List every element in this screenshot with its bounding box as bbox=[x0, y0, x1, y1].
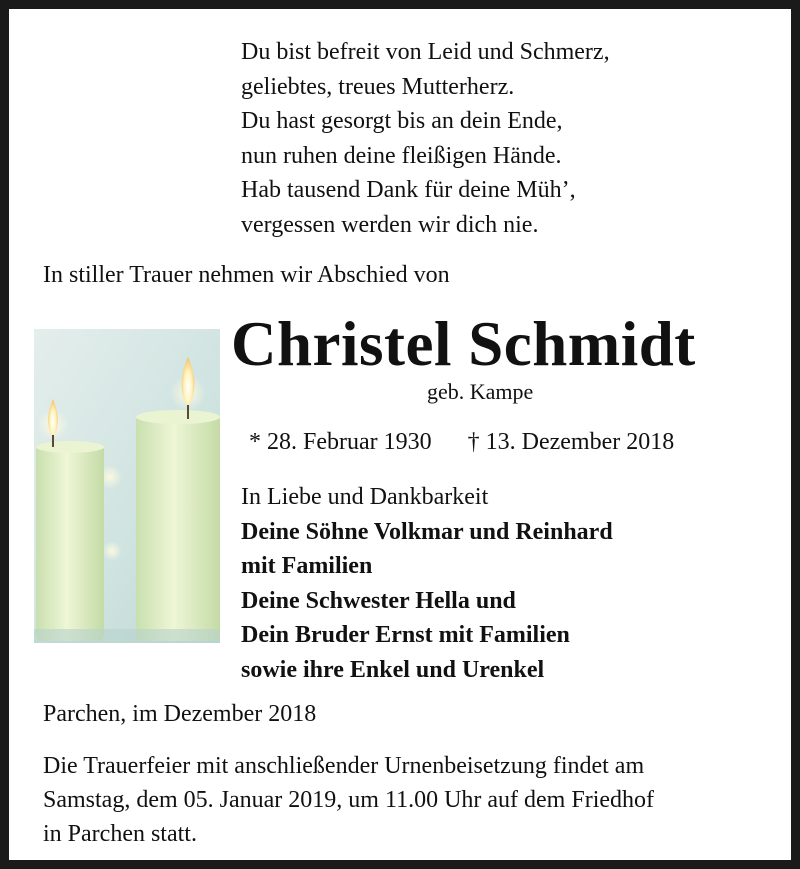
poem-line: nun ruhen deine fleißigen Hände. bbox=[241, 142, 562, 169]
funeral-line: Die Trauerfeier mit anschließender Urnenbeisetzung findet am bbox=[43, 753, 645, 779]
poem-line: geliebtes, treues Mutterherz. bbox=[241, 73, 515, 100]
place-date: Parchen, im Dezember 2018 bbox=[43, 701, 317, 727]
mourners bbox=[241, 480, 613, 687]
intro-text: In stiller Trauer nehmen wir Abschied von bbox=[43, 262, 450, 288]
mourner-line: Deine Söhne Volkmar und Reinhard bbox=[241, 518, 613, 545]
mourners-opening: In Liebe und Dankbarkeit bbox=[241, 484, 489, 510]
maiden-name: geb. Kampe bbox=[427, 379, 534, 404]
funeral-info bbox=[43, 749, 783, 851]
poem-line: vergessen werden wir dich nie. bbox=[241, 211, 539, 238]
funeral-line: Samstag, dem 05. Januar 2019, um 11.00 Uhr auf dem Friedhof bbox=[43, 787, 655, 813]
poem-line: Hab tausend Dank für deine Müh’, bbox=[241, 177, 576, 203]
mourner-line: Deine Schwester Hella und bbox=[241, 587, 516, 614]
mourner-line: Dein Bruder Ernst mit Familien bbox=[241, 622, 570, 648]
birth-date: * 28. Februar 1930 bbox=[249, 429, 432, 455]
poem-line: Du hast gesorgt bis an dein Ende, bbox=[241, 108, 563, 134]
mourner-line: sowie ihre Enkel und Urenkel bbox=[241, 656, 545, 683]
candle-right bbox=[136, 414, 220, 641]
deceased-name: Christel Schmidt bbox=[231, 309, 696, 379]
funeral-line: in Parchen statt. bbox=[43, 821, 197, 847]
death-date: † 13. Dezember 2018 bbox=[467, 429, 675, 455]
life-dates bbox=[249, 427, 674, 457]
poem bbox=[241, 35, 610, 242]
candle-left bbox=[36, 444, 104, 641]
mourner-line: mit Familien bbox=[241, 553, 373, 579]
poem-line: Du bist befreit von Leid und Schmerz, bbox=[241, 39, 610, 65]
